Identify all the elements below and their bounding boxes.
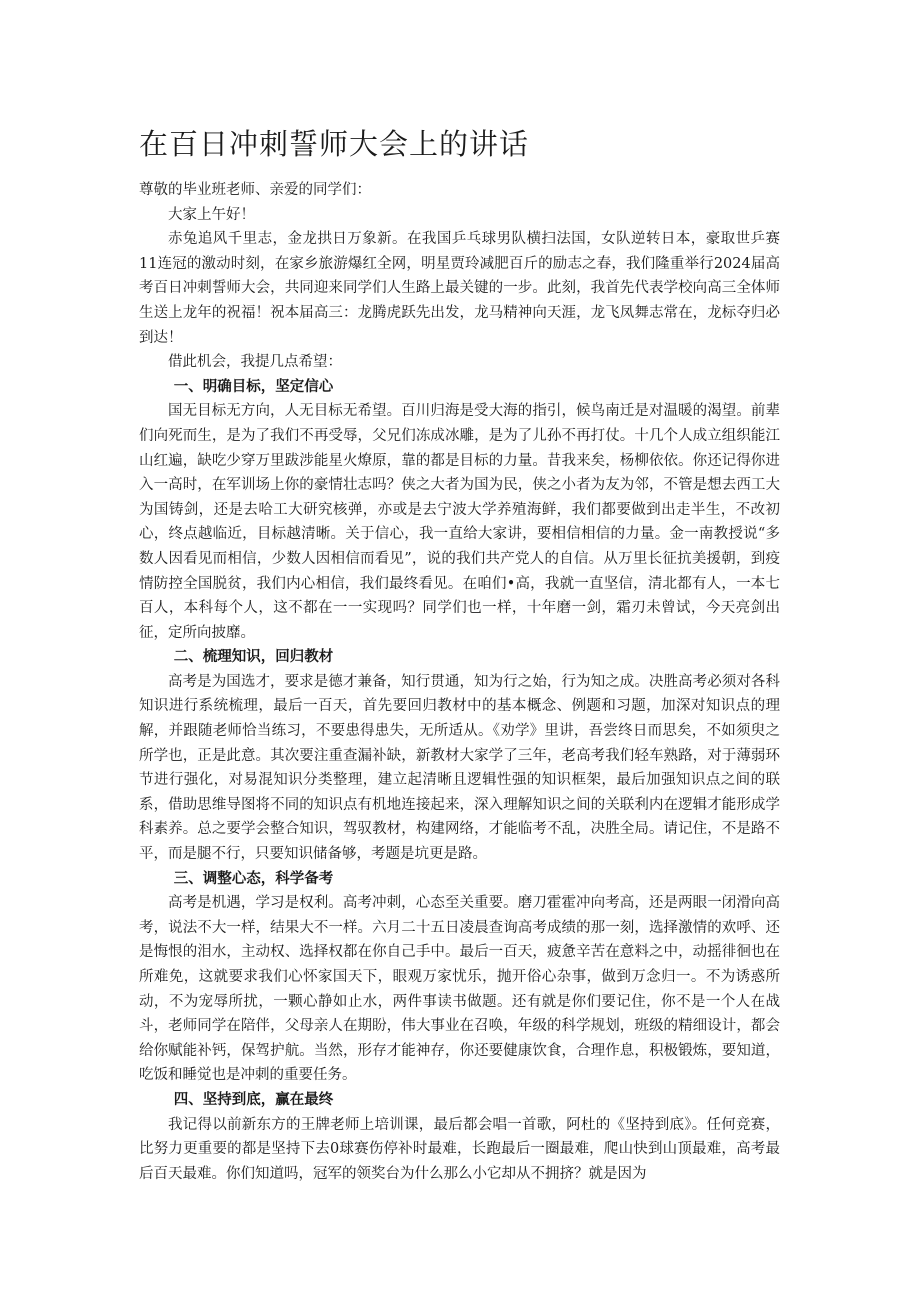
section-heading-3: 三、调整心态，科学备考: [173, 870, 334, 887]
transition-paragraph: 借此机会，我提几点希望：: [168, 354, 342, 371]
section-paragraph-1: 国无目标无方向，人无目标无希望。百川归海是受大海的指引，候鸟南迁是对温暖的渴望。前辈们向死而生，是为了我们不再受辱，父兄们冻成冰雕，是为了儿孙不再打仗。十几个人成立组织能江山红遍，缺吃少穿万里跋涉能星火燎原，靠的都是目标的力量。昔我来矣，杨柳依依。你还记得你进入一高时，在军训场上你的豪情壮志吗？侠之大者为国为民，侠之小者为友为邻，不管是想去西工大为国铸剑，还是去哈工大研究核弹，亦或是去宁波大学养殖海鲜，我们都要做到出走半生，不改初心，终点越临近，目标越清晰。关于信心，我一直给大家讲，要相信相信的力量。金一南教授说“多数人因看见而相信，少数人因相信而看见”，说的我们共产党人的自信。从万里长征抗美援朝，到疫情防控全国脱贫，我们内心相信，我们最终看见。在咱们•高，我就一直坚信，清北都有人，一本七百人，本科每个人，这不都在一一实现吗？同学们也一样，十年磨一剑，霜刃未曾试，今天亮剑出征，定所向披靡。: [139, 403, 780, 641]
document-body: [139, 178, 780, 1186]
section-heading-2: 二、梳理知识，回归教材: [173, 649, 334, 666]
intro-paragraph: 赤兔追风千里志，金龙拱日万象新。在我国乒乓球男队横扫法国，女队逆转日本，豪取世乒赛11连冠的激动时刻，在家乡旅游爆红全网，明星贾玲减肥百斤的励志之春，我们隆重举行2024届高考百日冲刺誓师大会，共同迎来同学们人生路上最关键的一步。此刻，我首先代表学校向高三全体师生送上龙年的祝福！祝本届高三：龙腾虎跃先出发，龙马精神向天涯，龙飞凤舞志常在，龙标夺归必到达！: [139, 231, 780, 346]
document-title: 在百日冲刺誓师大会上的讲话: [139, 127, 530, 161]
greeting: 大家上午好！: [168, 206, 255, 223]
section-paragraph-4: 我记得以前新东方的王牌老师上培训课，最后都会唱一首歌，阿杜的《坚持到底》。任何竞赛，比努力更重要的都是坚持下去0球赛伤停补时最难，长跑最后一圈最难，爬山快到山顶最难，高考最后百天最难。你们知道吗，冠军的领奖台为什么那么小它却从不拥挤？就是因为: [139, 1116, 780, 1182]
section-paragraph-3: 高考是机遇，学习是权利。高考冲刺，心态至关重要。磨刀霍霍冲向考高，还是两眼一闭滑向高考，说法不大一样，结果大不一样。六月二十五日凌晨查询高考成绩的那一刻，选择激情的欢呼、还是悔恨的泪水，主动权、选择权都在你自己手中。最后一百天，疲惫辛苦在意料之中，动摇徘徊也在所难免，这就要求我们心怀家国天下，眼观万家忧乐，抛开俗心杂事，做到万念归一。不为诱惑所动，不为宠辱所扰，一颗心静如止水，两件事读书做题。还有就是你们要记住，你不是一个人在战斗，老师同学在陪伴，父母亲人在期盼，伟大事业在召唤，年级的科学规划，班级的精细设计，都会给你赋能补钙，保驾护航。当然，形存才能神存，你还要健康饮食，合理作息，积极锻炼，要知道，吃饭和睡觉也是冲刺的重要任务。: [139, 895, 780, 1084]
section-heading-1: 一、明确目标，坚定信心: [173, 378, 334, 395]
section-heading-4: 四、坚持到底，赢在最终: [173, 1091, 334, 1108]
section-paragraph-2: 高考是为国选才，要求是德才兼备，知行贯通，知为行之始，行为知之成。决胜高考必须对各科知识进行系统梳理，最后一百天，首先要回归教材中的基本概念、例题和习题，加深对知识点的理解，并跟随老师恰当练习，不要患得患失，无所适从。《劝学》里讲，吾尝终日而思矣，不如须臾之所学也，正是此意。其次要注重查漏补缺，新教材大家学了三年，老高考我们轻车熟路，对于薄弱环节进行强化，对易混知识分类整理，建立起清晰且逻辑性强的知识框架，最后加强知识点之间的联系，借助思维导图将不同的知识点有机地连接起来，深入理解知识之间的关联利内在逻辑才能形成学科素养。总之要学会整合知识，驾驭教材，构建网络，才能临考不乱，决胜全局。请记住，不是路不平，而是腿不行，只要知识储备够，考题是坑更是路。: [139, 673, 780, 863]
salutation: 尊敬的毕业班老师、亲爱的同学们：: [139, 182, 371, 198]
